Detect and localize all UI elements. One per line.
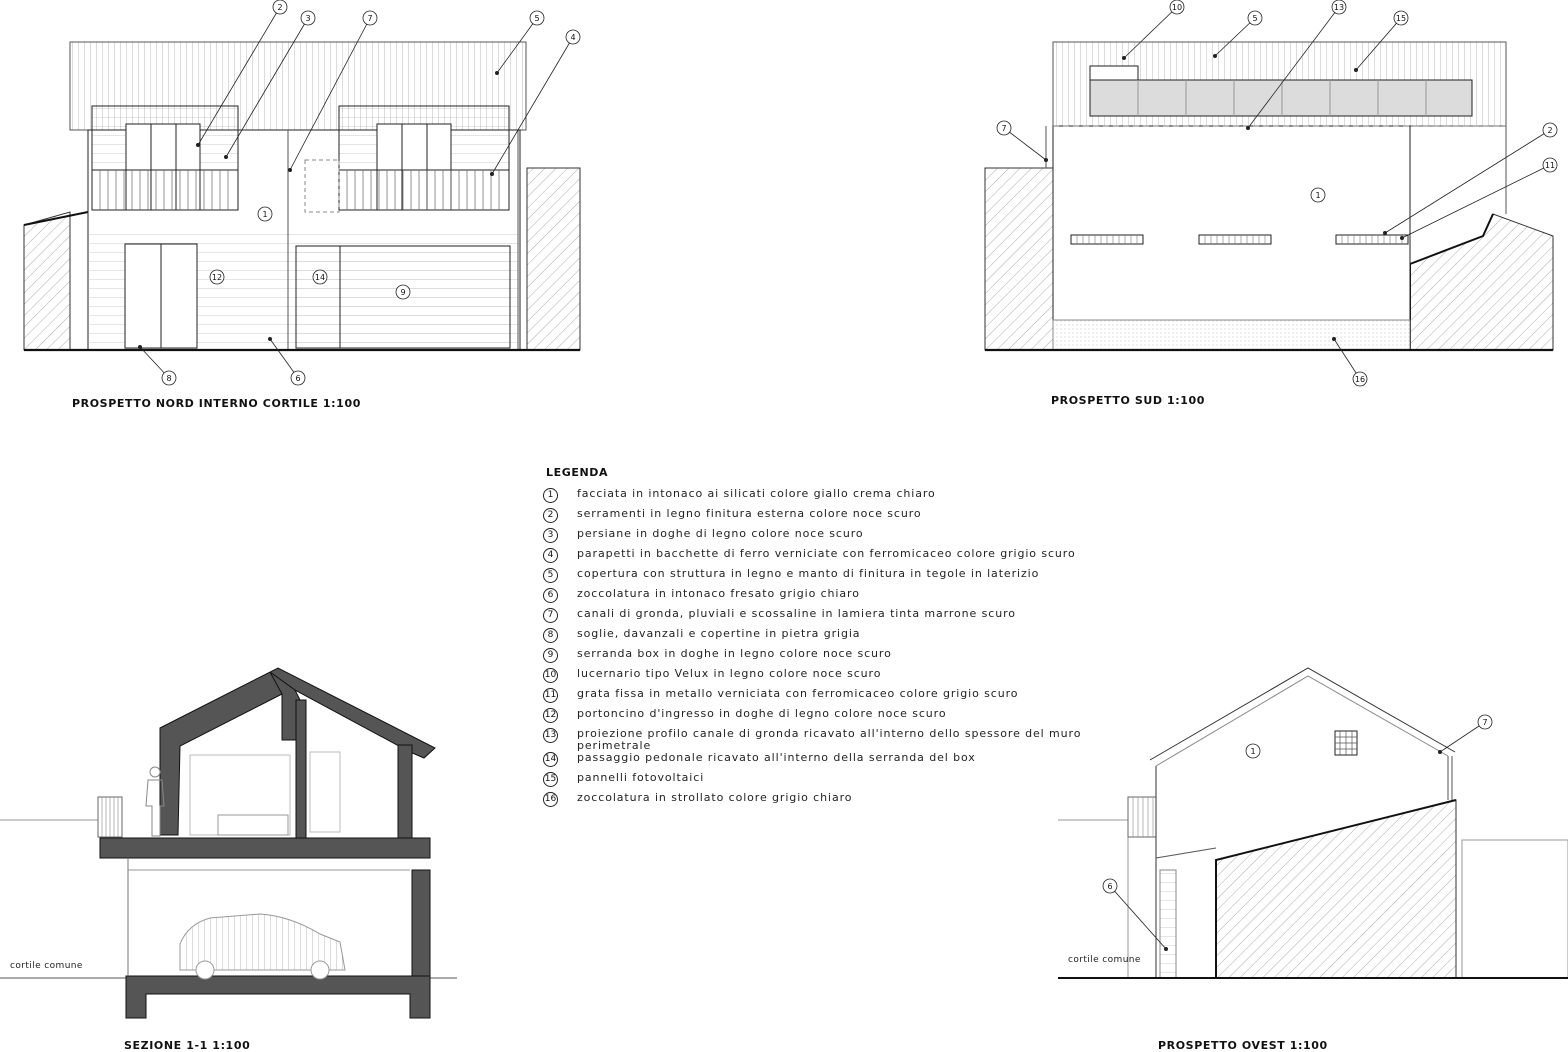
legend-item bbox=[540, 668, 1100, 688]
west-callout-tag bbox=[1103, 879, 1168, 951]
legend-number: 4 bbox=[543, 548, 558, 563]
south-callout-label: 1 bbox=[1315, 191, 1321, 200]
west-callout-label: 6 bbox=[1107, 882, 1113, 891]
legend-item bbox=[540, 708, 1100, 728]
legend bbox=[540, 466, 1100, 812]
north-callout-tag bbox=[258, 207, 272, 221]
south-callout-tag bbox=[1400, 158, 1557, 240]
south-callout-label: 16 bbox=[1354, 375, 1366, 384]
legend-text: lucernario tipo Velux in legno colore noce scuro bbox=[577, 667, 882, 680]
legend-item bbox=[540, 528, 1100, 548]
legend-item bbox=[540, 628, 1100, 648]
north-callout-label: 2 bbox=[277, 3, 283, 12]
south-callout-label: 5 bbox=[1252, 14, 1258, 23]
south-callout-label: 7 bbox=[1001, 124, 1007, 133]
legend-text: facciata in intonaco ai silicati colore giallo crema chiaro bbox=[577, 487, 936, 500]
title-west-elevation: PROSPETTO OVEST 1:100 bbox=[1158, 1039, 1328, 1052]
west-callout-tag bbox=[1438, 715, 1492, 754]
north-callout-label: 3 bbox=[305, 14, 311, 23]
legend-number: 2 bbox=[543, 508, 558, 523]
legend-text: canali di gronda, pluviali e scossaline in lamiera tinta marrone scuro bbox=[577, 607, 1016, 620]
section-courtyard-note: cortile comune bbox=[10, 961, 83, 971]
south-pv-panels bbox=[1090, 80, 1472, 116]
south-elevation bbox=[985, 42, 1556, 350]
north-callout-label: 4 bbox=[570, 33, 576, 42]
south-skylight bbox=[1090, 66, 1138, 80]
legend-number: 1 bbox=[543, 488, 558, 503]
north-elevation bbox=[24, 42, 580, 350]
west-courtyard-note: cortile comune bbox=[1068, 955, 1141, 965]
west-callout-tag bbox=[1246, 744, 1260, 758]
north-callout-label: 9 bbox=[400, 288, 406, 297]
south-callout-label: 11 bbox=[1544, 161, 1556, 170]
legend-text: zoccolatura in intonaco fresato grigio chiaro bbox=[577, 587, 860, 600]
north-callout-tag bbox=[210, 270, 224, 284]
legend-number: 5 bbox=[543, 568, 558, 583]
north-callout-label: 1 bbox=[262, 210, 268, 219]
legend-item bbox=[540, 508, 1100, 528]
north-right-neighbour bbox=[527, 168, 580, 350]
south-plinth bbox=[1053, 320, 1410, 350]
north-callout-label: 5 bbox=[534, 14, 540, 23]
west-callout-label: 7 bbox=[1482, 718, 1488, 727]
legend-number: 12 bbox=[543, 708, 558, 723]
legend-number: 10 bbox=[543, 668, 558, 683]
legend-number: 16 bbox=[543, 792, 558, 807]
title-south-elevation: PROSPETTO SUD 1:100 bbox=[1051, 394, 1206, 407]
legend-item bbox=[540, 488, 1100, 508]
legend-text: passaggio pedonale ricavato all'interno della serranda del box bbox=[577, 751, 976, 764]
legend-text: parapetti in bacchette di ferro verniciate con ferromicaceo colore grigio scuro bbox=[577, 547, 1076, 560]
legend-item bbox=[540, 752, 1100, 772]
south-grilles bbox=[1071, 235, 1408, 244]
south-callout-label: 13 bbox=[1333, 3, 1345, 12]
west-elevation bbox=[1058, 668, 1568, 978]
legend-number: 8 bbox=[543, 628, 558, 643]
south-callout-label: 10 bbox=[1171, 3, 1183, 12]
north-callout-label: 7 bbox=[367, 14, 373, 23]
legend-item bbox=[540, 588, 1100, 608]
section-ground-slab bbox=[126, 976, 430, 1018]
legend-item bbox=[540, 608, 1100, 628]
legend-item bbox=[540, 728, 1100, 752]
north-callout-tag bbox=[138, 345, 176, 385]
west-callout-label: 1 bbox=[1250, 747, 1256, 756]
legend-number: 14 bbox=[543, 752, 558, 767]
north-callout-tag bbox=[313, 270, 327, 284]
legend-item bbox=[540, 568, 1100, 588]
legend-item bbox=[540, 792, 1100, 812]
north-callout-label: 8 bbox=[166, 374, 172, 383]
legend-text: serramenti in legno finitura esterna colore noce scuro bbox=[577, 507, 922, 520]
south-right-neighbour bbox=[1410, 214, 1553, 350]
north-callout-label: 14 bbox=[314, 273, 326, 282]
north-callout-label: 6 bbox=[295, 374, 301, 383]
legend-number: 9 bbox=[543, 648, 558, 663]
legend-text: copertura con struttura in legno e manto di finitura in tegole in laterizio bbox=[577, 567, 1040, 580]
legend-text: soglie, davanzali e copertine in pietra grigia bbox=[577, 627, 861, 640]
legend-item bbox=[540, 772, 1100, 792]
north-callout-tag bbox=[396, 285, 410, 299]
south-left-neighbour bbox=[985, 168, 1053, 350]
title-section: SEZIONE 1-1 1:100 bbox=[124, 1039, 251, 1052]
legend-text: proiezione profilo canale di gronda ricavato all'interno dello spessore del muro perimetrale bbox=[577, 727, 1082, 752]
north-window-right bbox=[377, 124, 451, 210]
north-callout-label: 12 bbox=[211, 273, 223, 282]
legend-number: 13 bbox=[543, 728, 558, 743]
legend-number: 3 bbox=[543, 528, 558, 543]
legend-number: 15 bbox=[543, 772, 558, 787]
legend-text: grata fissa in metallo verniciata con ferromicaceo colore grigio scuro bbox=[577, 687, 1019, 700]
legend-item bbox=[540, 648, 1100, 668]
legend-text: zoccolatura in strollato colore grigio chiaro bbox=[577, 791, 853, 804]
legend-title: LEGENDA bbox=[546, 466, 609, 479]
south-callout-label: 2 bbox=[1547, 126, 1553, 135]
legend-list bbox=[540, 488, 1100, 812]
legend-text: portoncino d'ingresso in doghe di legno colore noce scuro bbox=[577, 707, 947, 720]
south-callout-label: 15 bbox=[1395, 14, 1407, 23]
legend-item bbox=[540, 688, 1100, 708]
south-callout-tag bbox=[1311, 188, 1325, 202]
north-window-left bbox=[126, 124, 200, 210]
legend-text: pannelli fotovoltaici bbox=[577, 771, 705, 784]
legend-text: persiane in doghe di legno colore noce scuro bbox=[577, 527, 864, 540]
legend-number: 11 bbox=[543, 688, 558, 703]
west-roofline bbox=[1150, 668, 1455, 760]
legend-number: 6 bbox=[543, 588, 558, 603]
section-floor-slab bbox=[100, 838, 430, 858]
legend-text: serranda box in doghe in legno colore noce scuro bbox=[577, 647, 892, 660]
title-north-elevation: PROSPETTO NORD INTERNO CORTILE 1:100 bbox=[72, 397, 361, 410]
legend-item bbox=[540, 548, 1100, 568]
north-left-neighbour bbox=[24, 212, 70, 350]
legend-number: 7 bbox=[543, 608, 558, 623]
south-callout-tag bbox=[997, 121, 1048, 162]
west-neighbour-hatch bbox=[1216, 800, 1456, 978]
west-balcony bbox=[1128, 797, 1156, 837]
